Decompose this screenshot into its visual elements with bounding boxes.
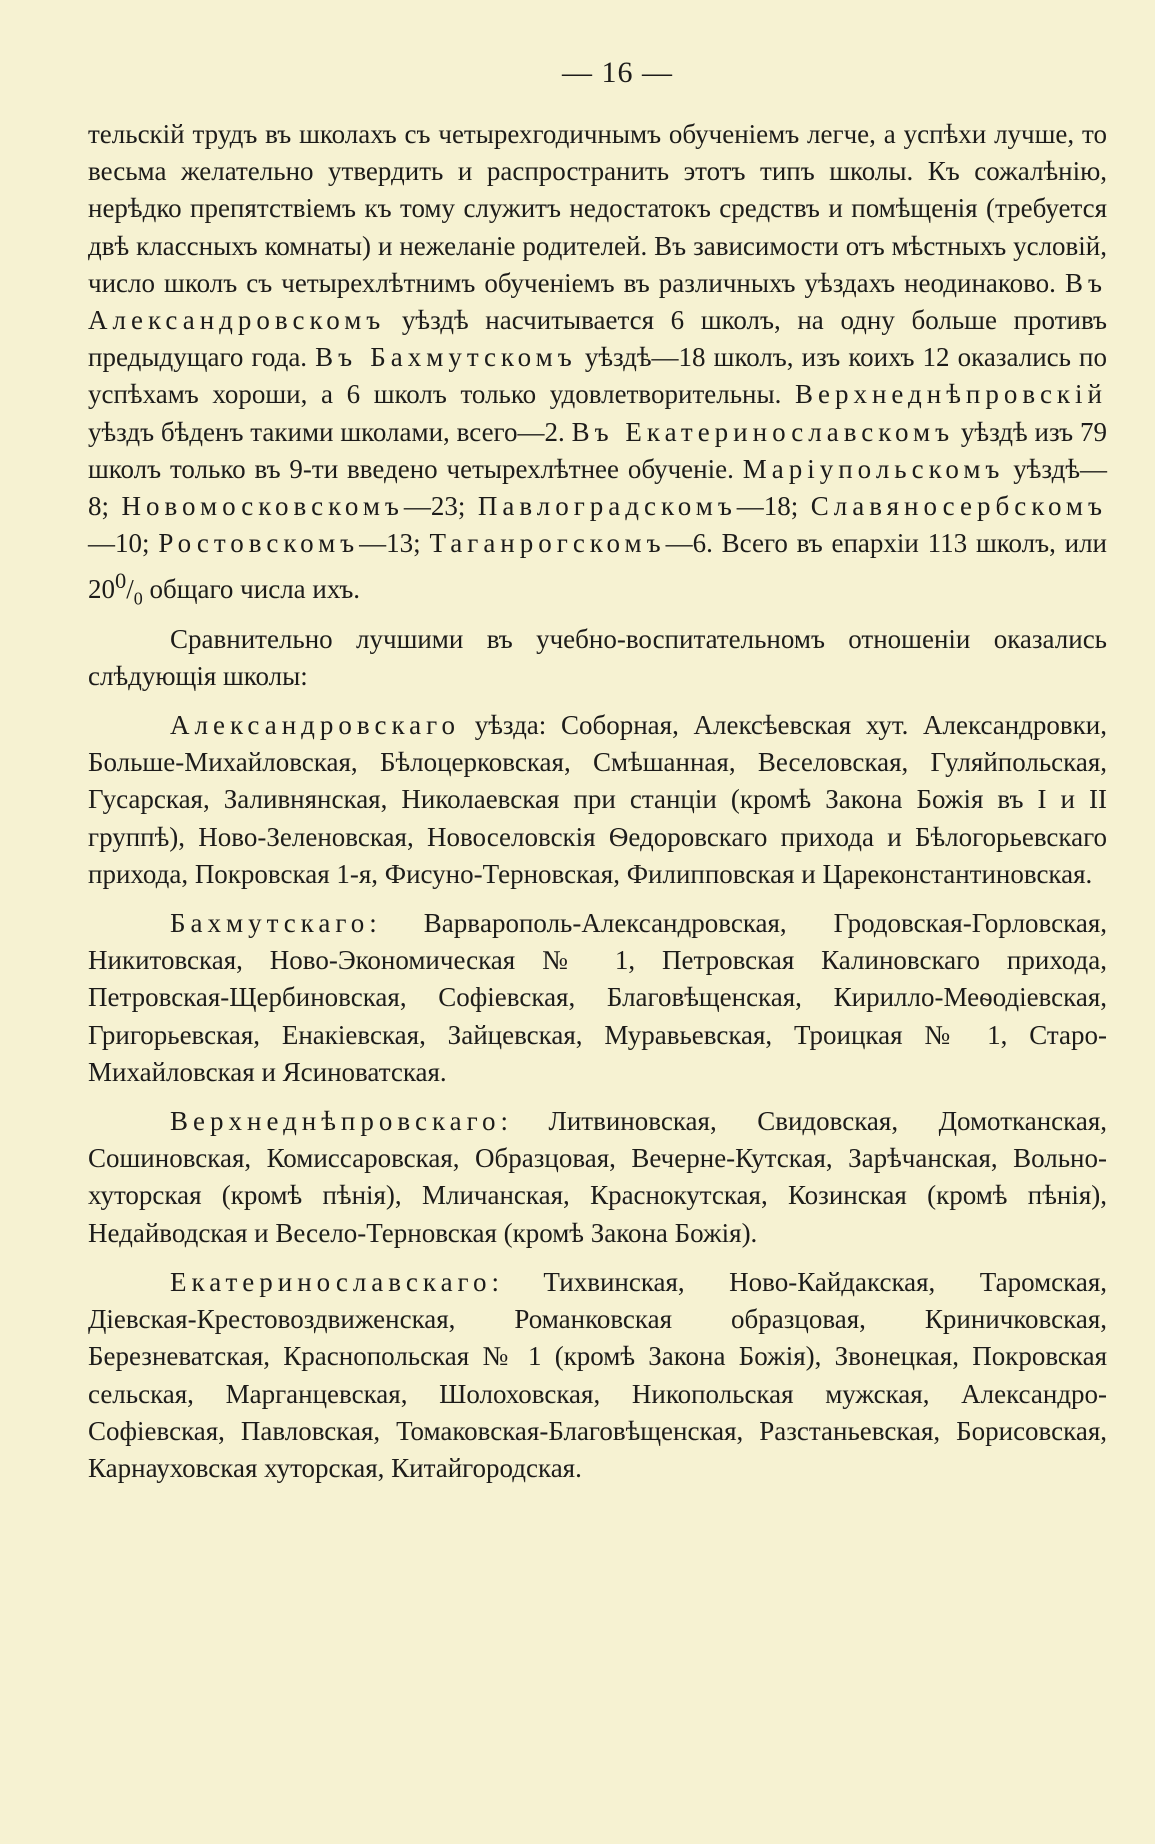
district-name: Павлоградскомъ bbox=[477, 491, 737, 522]
paragraph-ekaterinoslav-schools bbox=[88, 1264, 1107, 1487]
school-list: : Тихвинская, Ново-Кайдакская, Таромская, Діевская-Крестовоздвиженская, Романковская образцовая, Криничковская, Березневатская, Краснопольская № 1 (кромѣ Закона Божія), Звонецкая, Покровская сельская, Марганцевская, Шолоховская, Никопольская мужская, Александро-Софіевская, Павловская, Томаковская-Благовѣщенская, Разстаньевская, Борисовская, Карнауховская хуторская, Китайгородская. bbox=[88, 1266, 1107, 1483]
school-list: : Литвиновская, Свидовская, Домотканская, Сошиновская, Комиссаровская, Образцовая, Вечерне-Кутская, Зарѣчанская, Вольно-хуторская (кромѣ пѣнія), Мличанская, Краснокутская, Козинская (кромѣ пѣнія), Недайводская и Весело-Терновская (кромѣ Закона Божія). bbox=[88, 1106, 1107, 1248]
district-name: Въ Александровскомъ bbox=[88, 267, 1107, 336]
district-name: Въ Екатеринославскомъ bbox=[571, 416, 955, 447]
page-number: — 16 — bbox=[562, 56, 673, 89]
school-list: : Варвaрополь-Александровская, Гродовская-Горловская, Никитовская, Ново-Экономическая № 1, Петровская Калиновскаго прихода, Петровская-Щербиновская, Софіевская, Благовѣщенская, Кирилло-Меѳодіевская, Григорьевская, Енакіевская, Зайцевская, Муравьевская, Троицкая № 1, Старо-Михайловская и Ясиноватская. bbox=[88, 908, 1107, 1087]
text-run: уѣздѣ—18 школъ, изъ коихъ 12 оказались по успѣхамъ хороши, а 6 школъ только удовлетворительны. bbox=[88, 342, 1108, 410]
percent-sign-bottom: 0 bbox=[133, 588, 143, 609]
text-run: —10; bbox=[88, 528, 159, 559]
paragraph-four-year-schools bbox=[88, 116, 1107, 609]
text-run: уѣздѣ изъ 79 школъ только въ 9-ти введено четырехлѣтнее обученіе. bbox=[88, 416, 1108, 484]
district-name: Славяносербскомъ bbox=[810, 491, 1107, 522]
text-run: —6. Всего въ епархіи 113 школъ, или 20 bbox=[88, 528, 1107, 605]
district-heading: Бахмутскаго bbox=[170, 908, 370, 939]
district-name: Маріупольскомъ bbox=[742, 453, 1005, 484]
school-list: уѣзда: Соборная, Алексѣевская хут. Александровки, Больше-Михайловская, Бѣлоцерковская, Смѣшанная, Веселовская, Гуляйпольская, Гусарская, Заливнянская, Николаевская при станціи (кромѣ Закона Божія въ I и II группѣ), Ново-Зеленовская, Новоселовскія Ѳедоровскаго прихода и Бѣлогорьевскаго прихода, Покровская 1-я, Фисуно-Терновская, Филипповская и Цареконстантиновская. bbox=[88, 710, 1107, 889]
district-name: Ростовскомъ bbox=[158, 528, 360, 559]
text-run: —23; bbox=[403, 491, 478, 522]
text-run: —13; bbox=[359, 528, 430, 559]
district-name: Верхнеднѣпровскій bbox=[794, 379, 1107, 410]
paragraph-verkhnedneprovsk-schools bbox=[88, 1103, 1107, 1252]
percent-sign-slash: / bbox=[126, 574, 134, 605]
text-run: общаго числа ихъ. bbox=[142, 574, 361, 605]
text-run: —18; bbox=[736, 491, 811, 522]
district-name: Новомосковскомъ bbox=[121, 491, 404, 522]
district-heading: Верхнеднѣпровскаго bbox=[170, 1106, 501, 1137]
percent-sign-top: 0 bbox=[115, 568, 127, 594]
district-heading: Екатеринославскаго bbox=[170, 1266, 492, 1297]
district-name: Таганрогскомъ bbox=[429, 528, 666, 559]
paragraph-alexandrovsk-schools bbox=[88, 707, 1107, 893]
paragraph-best-schools-intro: Сравнительно лучшими въ учебно-воспитательномъ отношеніи оказались слѣдующія школы: bbox=[88, 623, 1107, 691]
district-name: Въ Бахмутскомъ bbox=[315, 342, 577, 373]
text-run: уѣздѣ насчитывается 6 школъ, на одну больше противъ предыдущаго года. bbox=[88, 305, 1107, 373]
district-heading: Александровскаго bbox=[170, 710, 461, 741]
text-run: тельскій трудъ въ школахъ съ четырехгодичнымъ обученіемъ легче, а успѣхи лучше, то весьма желательно утвердить и распространить этотъ типъ школы. Къ сожалѣнію, нерѣдко препятствіемъ къ тому служитъ недостатокъ средствъ и помѣщенія (требуется двѣ классныхъ комнаты) и нежеланіе родителей. Въ зависимости отъ мѣстныхъ условій, число школъ съ четырехлѣтнимъ обученіемъ въ различныхъ уѣздахъ неодинаково. bbox=[88, 119, 1107, 298]
text-run: уѣздъ бѣденъ такими школами, всего—2. bbox=[88, 416, 572, 447]
paragraph-bakhmut-schools bbox=[88, 905, 1107, 1091]
text-run: уѣздѣ—8; bbox=[88, 453, 1107, 522]
